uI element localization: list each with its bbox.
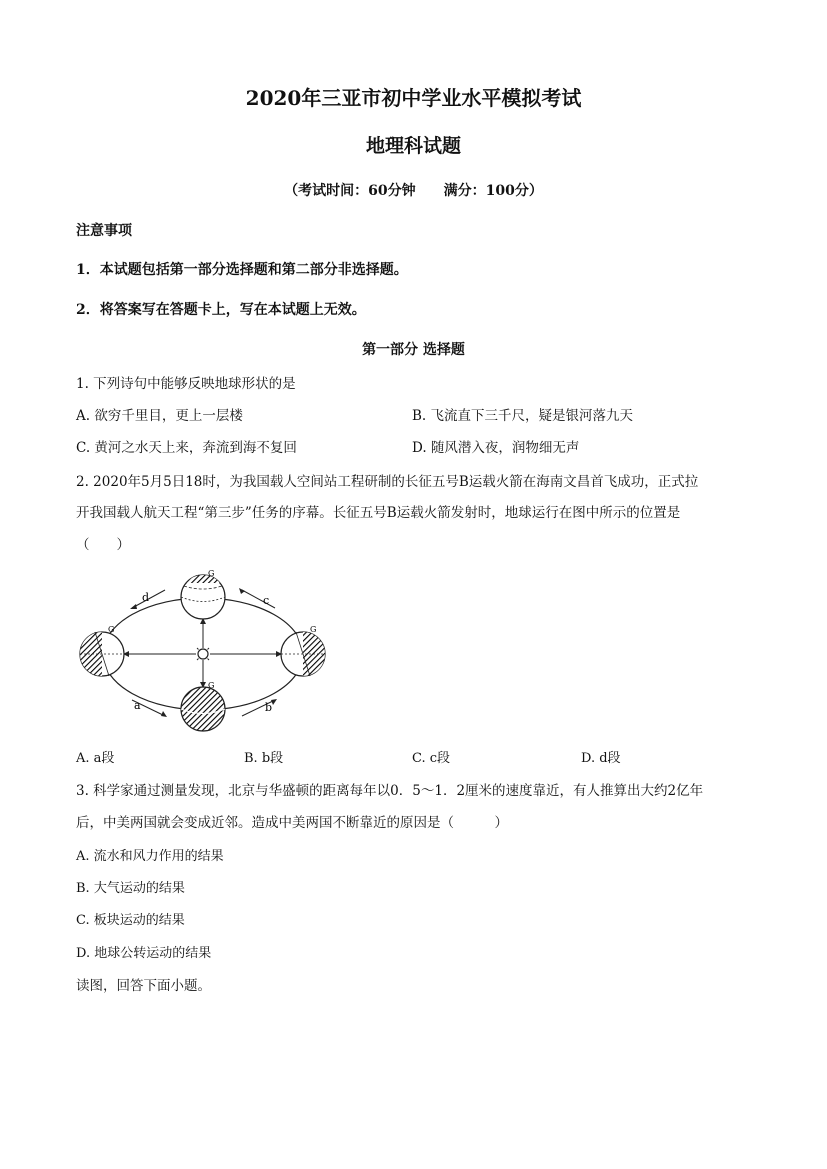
notice-heading: 注意事项	[76, 223, 132, 239]
q3-option-d: D. 地球公转运动的结果	[76, 946, 212, 961]
earth-bottom	[181, 681, 225, 731]
notice-item-2: 2．将答案写在答题卡上，写在本试题上无效。	[76, 302, 366, 318]
reading-instruction: 读图，回答下面小题。	[76, 978, 211, 994]
q2-option-d: D. d段	[581, 751, 621, 766]
q2-option-b: B. b段	[244, 751, 284, 766]
q3-option-c: C. 板块运动的结果	[76, 913, 185, 928]
q3-stem-line-2: 后，中美两国就会变成近邻。造成中美两国不断靠近的原因是（ ）	[76, 815, 508, 831]
notice-item-1: 1．本试题包括第一部分选择题和第二部分非选择题。	[76, 262, 408, 278]
q1-option-b: B. 飞流直下三千尺，疑是银河落九天	[412, 408, 634, 424]
q1-option-a: A. 欲穷千里目，更上一层楼	[76, 408, 243, 424]
q2-stem-line-3: （ ）	[76, 537, 130, 553]
orbit-label-a: a	[134, 699, 141, 712]
orbit-label-c: c	[263, 594, 270, 607]
exam-title: 2020年三亚市初中学业水平模拟考试	[245, 86, 582, 110]
q3-option-a: A. 流水和风力作用的结果	[76, 849, 224, 864]
q2-option-c: C. c段	[412, 751, 451, 766]
earth-left	[80, 625, 124, 678]
exam-subtitle: 地理科试题	[365, 135, 461, 157]
q2-stem-line-1: 2. 2020年5月5日18时，为我国载人空间站工程研制的长征五号B运载火箭在海南文昌首飞成功，正式拉	[76, 474, 699, 490]
q1-option-d: D. 随风潜入夜，润物细无声	[412, 440, 580, 456]
q3-stem-line-1: 3. 科学家通过测量发现，北京与华盛顿的距离每年以0．5～1．2厘米的速度靠近，有人推算出大约2亿年	[76, 783, 704, 799]
earth-top	[178, 569, 228, 619]
q1-stem: 1. 下列诗句中能够反映地球形状的是	[76, 376, 296, 392]
q1-option-c: C. 黄河之水天上来，奔流到海不复回	[76, 440, 297, 456]
q2-stem-line-2: 开我国载人航天工程“第三步”任务的序幕。长征五号B运载火箭发射时，地球运行在图中所示的位置是	[76, 505, 681, 521]
section-title: 第一部分 选择题	[362, 342, 465, 358]
exam-info: （考试时间：60分钟 满分：100分）	[284, 183, 543, 199]
svg-text:G: G	[310, 625, 317, 634]
q3-option-b: B. 大气运动的结果	[76, 881, 185, 896]
q2-option-a: A. a段	[76, 751, 115, 766]
earth-right	[281, 625, 325, 678]
svg-text:G: G	[108, 625, 115, 634]
svg-text:G: G	[208, 681, 215, 690]
earth-orbit-diagram	[70, 568, 370, 738]
orbit-label-d: d	[142, 591, 150, 604]
svg-text:G: G	[208, 569, 215, 578]
orbit-label-b: b	[265, 701, 273, 714]
